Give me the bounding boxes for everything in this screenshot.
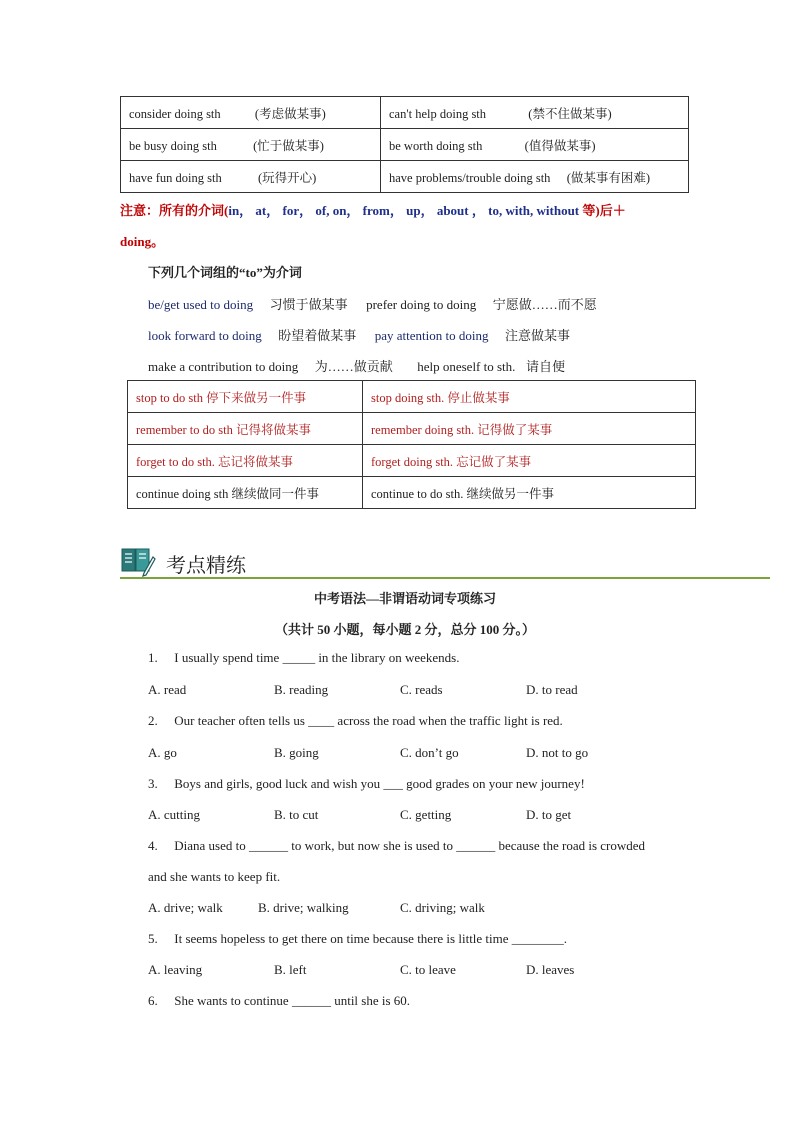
table-cell: stop to do sth 停下来做另一件事: [128, 381, 363, 413]
option-b: B. left: [274, 962, 307, 977]
table-cell: continue doing sth 继续做同一件事: [128, 477, 363, 509]
question: [148, 838, 645, 854]
note-suffix: 等)后＋: [579, 203, 626, 218]
gerund-phrases-table: [120, 96, 689, 193]
question: [148, 993, 410, 1009]
table-row: [128, 413, 696, 445]
option-b: B. reading: [274, 682, 329, 697]
phrase: can't help doing sth: [389, 106, 487, 121]
note-line2-text: doing。: [120, 234, 165, 249]
phrase: be/get used to doing: [148, 297, 254, 312]
meaning: (值得做某事): [524, 138, 596, 153]
to-prep-title: 下列几个词组的“to”为介词: [148, 265, 302, 280]
option-a: A. drive; walk: [148, 900, 223, 915]
note-prefix: 注意：所有的介词(: [120, 203, 229, 218]
option-a: A. go: [148, 745, 177, 760]
question: [148, 650, 459, 666]
section-heading: 考点精练: [166, 553, 246, 577]
table-cell: stop doing sth. 停止做某事: [363, 381, 696, 413]
phrase: pay attention to doing: [374, 328, 489, 343]
question-text: It seems hopeless to get there on time because there is little time ________.: [174, 931, 568, 946]
meaning: 为……做贡献: [314, 359, 393, 374]
meaning: 盼望着做某事: [278, 328, 357, 343]
table-row: [128, 381, 696, 413]
table-cell: [121, 161, 381, 193]
meaning: (玩得开心): [257, 170, 317, 185]
preposition-note: [120, 200, 690, 219]
meaning: (做某事有困难): [566, 170, 651, 185]
table-cell: continue to do sth. 继续做另一件事: [363, 477, 696, 509]
phrase: have problems/trouble doing sth: [389, 170, 551, 185]
question-text: Our teacher often tells us ____ across the road when the traffic light is red.: [174, 713, 563, 728]
table-row: [121, 129, 689, 161]
table-cell: remember doing sth. 记得做了某事: [363, 413, 696, 445]
option-b: B. to cut: [274, 807, 319, 822]
question-number: 4.: [148, 838, 158, 853]
exercise-subtitle: （共计 50 小题，每小题 2 分，总分 100 分。）: [274, 622, 535, 637]
phrase: be busy doing sth: [129, 138, 217, 153]
question-text: I usually spend time _____ in the library on weekends.: [174, 650, 460, 665]
table-cell: [121, 129, 381, 161]
meaning: 宁愿做……而不愿: [492, 297, 597, 312]
phrase: be worth doing sth: [389, 138, 483, 153]
preposition-note-line2: [120, 231, 164, 250]
option-c: C. don’t go: [400, 745, 459, 760]
option-b: B. drive; walking: [258, 900, 349, 915]
question-text: Diana used to ______ to work, but now she is used to ______ because the road is crowded: [174, 838, 646, 853]
question-number: 6.: [148, 993, 158, 1008]
table-row: [121, 97, 689, 129]
phrase: make a contribution to doing: [148, 359, 299, 374]
question-text: She wants to continue ______ until she is 60.: [174, 993, 411, 1008]
option-a: A. leaving: [148, 962, 203, 977]
question-number: 2.: [148, 713, 158, 728]
option-c: C. to leave: [400, 962, 456, 977]
table-row: [128, 477, 696, 509]
question-text: Boys and girls, good luck and wish you ___ good grades on your new journey!: [174, 776, 585, 791]
meaning: (忙于做某事): [253, 138, 324, 153]
meaning: 注意做某事: [504, 328, 570, 343]
table-cell: [381, 97, 689, 129]
question-number: 1.: [148, 650, 158, 665]
option-a: A. cutting: [148, 807, 200, 822]
question: [148, 931, 567, 947]
meaning: (禁不住做某事): [528, 106, 612, 121]
to-prep-row: [148, 356, 565, 375]
option-d: D. to read: [526, 682, 578, 697]
phrase: look forward to doing: [148, 328, 262, 343]
to-prep-row: [148, 294, 597, 313]
table-cell: [121, 97, 381, 129]
table-cell: forget to do sth. 忘记将做某事: [128, 445, 363, 477]
phrase: prefer doing to doing: [366, 297, 477, 312]
exercise-title: 中考语法—非谓语动词专项练习: [313, 591, 496, 606]
option-c: C. reads: [400, 682, 443, 697]
question-number: 3.: [148, 776, 158, 791]
option-c: C. getting: [400, 807, 452, 822]
option-b: B. going: [274, 745, 319, 760]
question-text-continued: and she wants to keep fit.: [148, 869, 281, 884]
note-prepositions: in， at， for， of, on， from， up， about ， to, with, without: [228, 203, 580, 218]
question: [148, 713, 563, 729]
phrase: help oneself to sth.: [417, 359, 516, 374]
section-rule: [120, 577, 770, 579]
meaning: 习惯于做某事: [269, 297, 348, 312]
meaning: 请自便: [525, 359, 565, 374]
table-row: [128, 445, 696, 477]
option-a: A. read: [148, 682, 187, 697]
phrase: have fun doing sth: [129, 170, 222, 185]
question-number: 5.: [148, 931, 158, 946]
option-c: C. driving; walk: [400, 900, 485, 915]
book-pencil-icon: [120, 543, 156, 577]
table-cell: remember to do sth 记得将做某事: [128, 413, 363, 445]
to-do-vs-doing-table: [127, 380, 696, 509]
question: [148, 776, 585, 792]
table-cell: [381, 161, 689, 193]
to-prep-row: [148, 325, 570, 344]
option-d: D. to get: [526, 807, 572, 822]
table-row: [121, 161, 689, 193]
table-cell: forget doing sth. 忘记做了某事: [363, 445, 696, 477]
option-d: D. leaves: [526, 962, 575, 977]
meaning: (考虑做某事): [254, 106, 326, 121]
option-d: D. not to go: [526, 745, 589, 760]
phrase: consider doing sth: [129, 106, 221, 121]
table-cell: [381, 129, 689, 161]
